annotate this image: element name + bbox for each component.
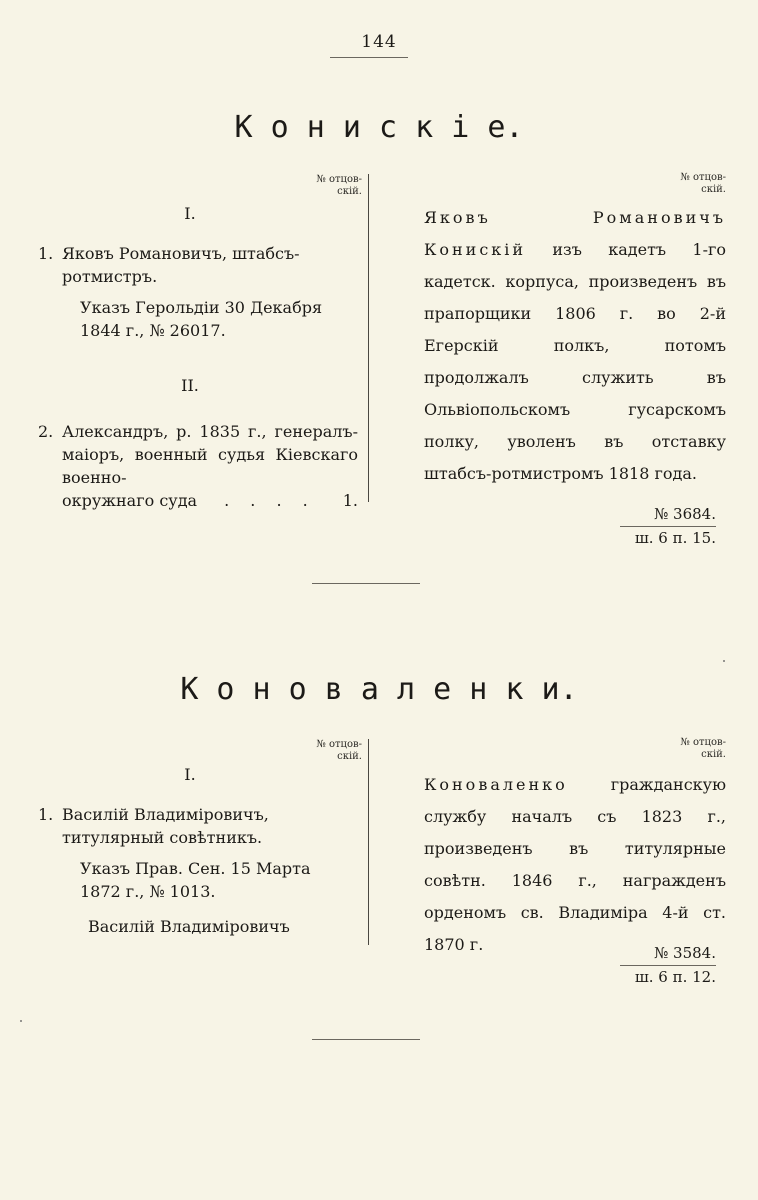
family-title-koniskie: К о н и с к і е.	[234, 110, 524, 145]
section-separator	[312, 583, 420, 584]
otch-header-right: № отцов- скій.	[680, 737, 726, 760]
father-number: 1.	[342, 491, 358, 510]
bio-name: Коноваленко	[424, 775, 568, 794]
archive-ref-kovalenki	[620, 943, 716, 988]
archive-ref-koniskie	[620, 504, 716, 549]
generation-1: I.	[184, 204, 196, 223]
entry-last-line	[62, 489, 358, 512]
scan-speck	[20, 1020, 22, 1022]
otch-header-right: № отцов- скій.	[680, 172, 726, 195]
archive-location: ш. 6 п. 12.	[634, 968, 716, 986]
archive-rule	[620, 526, 716, 527]
page-number-rule	[330, 57, 408, 58]
generation-2: II.	[181, 376, 199, 395]
archive-location: ш. 6 п. 15.	[634, 529, 716, 547]
biography-koniskie	[424, 202, 726, 490]
family-title-kovalenki: К о н о в а л е н к и.	[180, 672, 578, 707]
entry-text-end: окружнаго суда	[62, 491, 198, 510]
generation-1: I.	[184, 765, 196, 784]
otch-header-left: № отцов- скій.	[316, 174, 362, 197]
entry-decree: Указъ Прав. Сен. 15 Марта 1872 г., № 1013.	[80, 859, 311, 901]
continued-name: Василій Владиміровичъ	[88, 917, 290, 936]
entry-text: Александръ, р. 1835 г., генералъ-маіоръ, военный судья Кіевскаго военно-	[62, 422, 358, 487]
archive-rule	[620, 965, 716, 966]
section-separator-bottom	[312, 1039, 420, 1040]
column-divider	[368, 174, 369, 502]
column-divider	[368, 739, 369, 945]
archive-number: № 3584.	[654, 944, 716, 962]
entry-number: 1.	[38, 805, 54, 824]
entry-number: 1.	[38, 244, 54, 263]
bio-name: Яковъ Романовичъ Конискій	[424, 208, 726, 259]
entry-name: Яковъ Романовичъ, штабсъ-ротмистръ.	[62, 244, 300, 286]
otch-header-left: № отцов- скій.	[316, 739, 362, 762]
entry-number: 2.	[38, 422, 54, 441]
bio-text: изъ кадетъ 1-го кадетск. корпуса, произведенъ въ прапорщики 1806 г. во 2-й Егерскій полкъ, потомъ продолжалъ служить въ Ольвіопольскомъ гусарскомъ полку, уволенъ въ отставку штабсъ-ротмистромъ 1818 года.	[424, 240, 726, 483]
leader-dots: . . . .	[224, 491, 316, 510]
biography-kovalenki	[424, 769, 726, 961]
archive-number: № 3684.	[654, 505, 716, 523]
page-number: 144	[361, 32, 397, 52]
entry-decree: Указъ Герольдіи 30 Декабря 1844 г., № 26017.	[80, 298, 323, 340]
bio-text: гражданскую службу началъ съ 1823 г., произведенъ въ титулярные совѣтн. 1846 г., награжденъ орденомъ св. Владиміра 4-й ст. 1870 г.	[424, 775, 726, 954]
entry-name: Василій Владиміровичъ, титулярный совѣтникъ.	[62, 805, 269, 847]
scan-speck	[723, 660, 725, 662]
